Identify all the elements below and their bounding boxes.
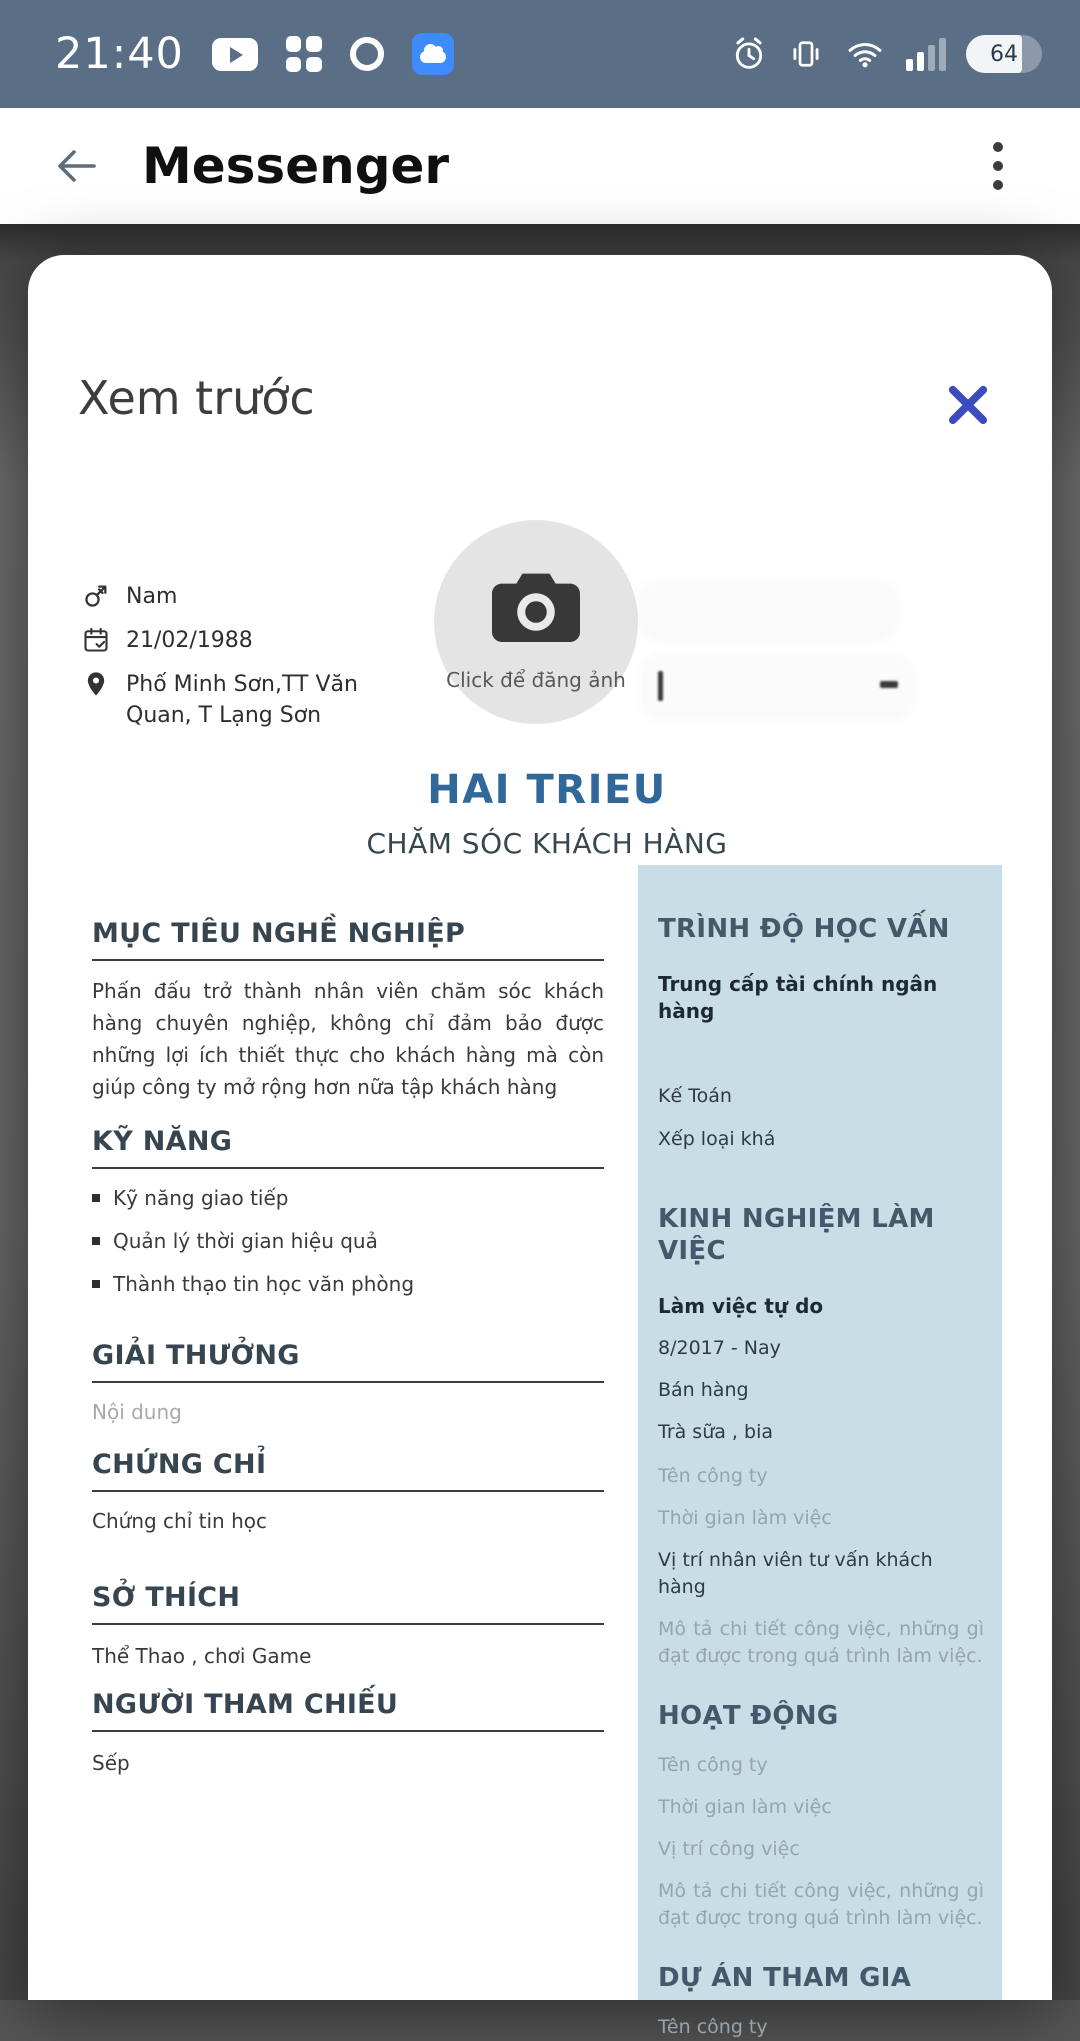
redacted-mark [658, 671, 663, 701]
experience-company: Làm việc tự do [658, 1294, 824, 1318]
close-x-icon [942, 379, 994, 431]
education-school: Trung cấp tài chính ngân hàng [658, 972, 938, 1023]
vibrate-icon [788, 36, 824, 72]
gender-icon [82, 582, 110, 610]
experience-position: Bán hàng [658, 1379, 749, 1401]
activities-heading: HOẠT ĐỘNG [658, 1701, 839, 1731]
references-heading: NGƯỜI THAM CHIẾU [92, 1689, 604, 1732]
birthday-row [82, 625, 394, 656]
cloud-icon [420, 51, 446, 63]
redacted-block [644, 583, 892, 635]
clock-text: 21:40 [55, 29, 184, 79]
redacted-mark [880, 681, 898, 688]
project-company-placeholder: Tên công ty [658, 2016, 768, 2038]
close-button[interactable] [940, 377, 996, 433]
experience-position-2: Vị trí nhân viên tư vấn khách hàng [658, 1549, 933, 1598]
app-title: Messenger [142, 137, 450, 195]
kebab-dot [993, 180, 1003, 190]
signal-icon [906, 37, 946, 71]
photo-upload[interactable] [434, 520, 638, 724]
education-grade: Xếp loại khá [658, 1128, 776, 1150]
activity-position-placeholder: Vị trí công việc [658, 1838, 800, 1860]
experience-time: 8/2017 - Nay [658, 1337, 781, 1359]
battery-percent: 64 [990, 41, 1018, 67]
bullet-icon [92, 1280, 100, 1288]
objective-text: Phấn đấu trở thành nhân viên chăm sóc khách hàng chuyên nghiệp, không chỉ đảm bảo được những lợi ích thiết thực cho khách hàng mà còn giúp công ty mở rộng hơn nữa tập khách hàng [92, 979, 604, 1099]
back-button[interactable] [44, 136, 108, 196]
awards-heading: GIẢI THƯỞNG [92, 1340, 604, 1383]
experience-heading: KINH NGHIỆM LÀM VIỆC [658, 1204, 935, 1266]
skills-list [92, 1185, 604, 1297]
education-major: Kế Toán [658, 1085, 732, 1107]
education-heading: TRÌNH ĐỘ HỌC VẤN [658, 914, 950, 944]
objective-heading: MỤC TIÊU NGHỀ NGHIỆP [92, 918, 604, 961]
wifi-icon [844, 36, 886, 72]
photo-caption: Click để đăng ảnh [446, 668, 626, 692]
status-bar [0, 0, 1080, 108]
awards-placeholder: Nội dung [92, 1400, 182, 1424]
skills-heading: KỸ NĂNG [92, 1126, 604, 1169]
gender-row [82, 581, 394, 612]
hobbies-heading: SỞ THÍCH [92, 1582, 604, 1625]
cv-left-column [92, 918, 604, 1776]
browser-circle-icon [350, 37, 384, 71]
kebab-dot [993, 142, 1003, 152]
app-bar [0, 108, 1080, 224]
address-row [82, 669, 394, 731]
alarm-icon [730, 35, 768, 73]
experience-company-placeholder: Tên công ty [658, 1465, 768, 1487]
skill-text: Kỹ năng giao tiếp [113, 1186, 289, 1210]
certificates-heading: CHỨNG CHỈ [92, 1449, 604, 1492]
gender-text: Nam [126, 584, 178, 609]
bullet-icon [92, 1194, 100, 1202]
bullet-icon [92, 1237, 100, 1245]
calendar-icon [82, 626, 110, 654]
skill-text: Quản lý thời gian hiệu quả [113, 1229, 378, 1253]
skill-item [92, 1228, 604, 1254]
experience-detail-placeholder: Mô tả chi tiết công việc, những gì đạt được trong quá trình làm việc. [658, 1618, 984, 1667]
skill-item [92, 1271, 604, 1297]
preview-modal [28, 255, 1052, 2038]
modal-title: Xem trước [78, 371, 315, 425]
activity-time-placeholder: Thời gian làm việc [658, 1796, 832, 1818]
experience-time-placeholder: Thời gian làm việc [658, 1507, 832, 1529]
weather-app-icon [412, 33, 454, 75]
cv-name: HAI TRIEU [427, 767, 667, 813]
battery-indicator [966, 35, 1042, 73]
activity-detail-placeholder: Mô tả chi tiết công việc, những gì đạt được trong quá trình làm việc. [658, 1880, 984, 1929]
overflow-menu-button[interactable] [978, 130, 1018, 202]
redacted-block [646, 657, 908, 713]
camera-icon [488, 564, 584, 644]
experience-detail: Trà sữa , bia [658, 1421, 773, 1443]
skill-text: Thành thạo tin học văn phòng [113, 1272, 415, 1296]
grid-app-icon [286, 36, 322, 72]
location-icon [82, 670, 110, 698]
hobbies-text: Thể Thao , chơi Game [92, 1644, 312, 1668]
kebab-dot [993, 161, 1003, 171]
references-text: Sếp [92, 1751, 130, 1775]
certificates-text: Chứng chỉ tin học [92, 1509, 267, 1533]
address-text: Phố Minh Sơn,TT Văn Quan, T Lạng Sơn [126, 672, 358, 728]
personal-info [82, 581, 394, 731]
youtube-icon [212, 38, 258, 71]
skill-item [92, 1185, 604, 1211]
cv-right-column [638, 865, 1002, 2038]
cv-position-title: CHĂM SÓC KHÁCH HÀNG [366, 827, 728, 860]
activity-company-placeholder: Tên công ty [658, 1754, 768, 1776]
back-arrow-icon [49, 142, 103, 190]
birthday-text: 21/02/1988 [126, 628, 253, 653]
projects-heading: DỰ ÁN THAM GIA [658, 1963, 912, 1993]
